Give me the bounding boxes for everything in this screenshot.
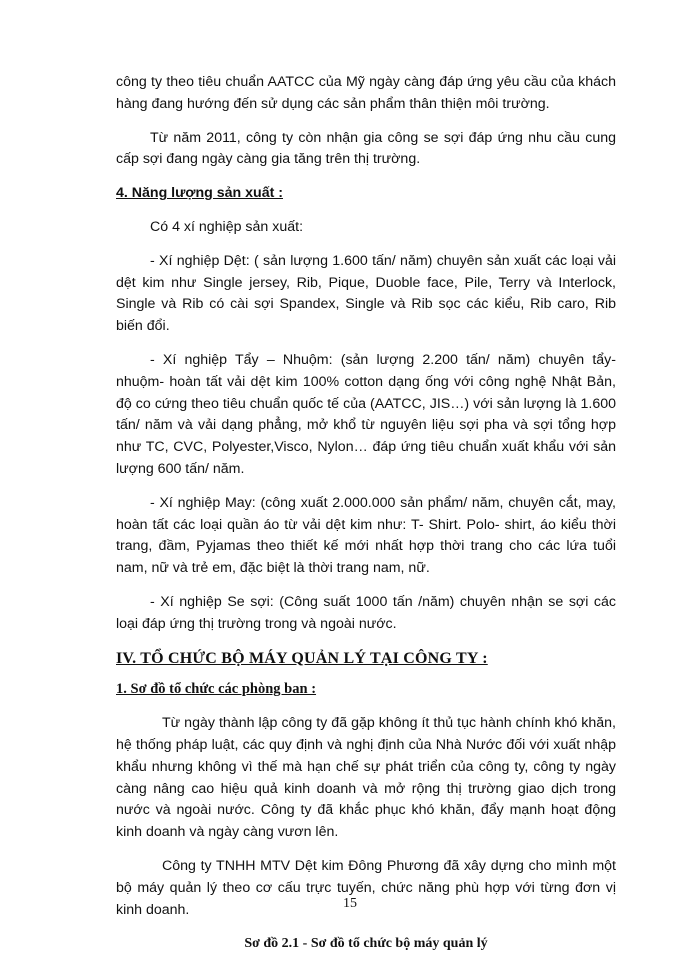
document-page (116, 72, 616, 955)
paragraph-intro-continuation: công ty theo tiêu chuẩn AATCC của Mỹ ngày càng đáp ứng yêu cầu của khách hàng đang hướng đến sử dụng các sản phẩm thân thiện môi trường. (116, 74, 616, 112)
section-4-heading: 4. Năng lượng sản xuất : (116, 185, 283, 202)
factory-may-paragraph: - Xí nghiệp May: (công xuất 2.000.000 sản phẩm/ năm, chuyên cắt, may, hoàn tất các loại quần áo từ vải dệt kim như: T- Shirt. Polo- shirt, áo kiểu thời trang, đầm, Pyjamas theo thiết kế mới nhất hợp thời trang cho các lứa tuổi nam, nữ và trẻ em, đặc biệt là thời trang nam, nữ. (116, 494, 616, 577)
figure-caption: Sơ đồ 2.1 - Sơ đồ tổ chức bộ máy quản lý (244, 936, 488, 952)
paragraph-org-structure: Công ty TNHH MTV Dệt kim Đông Phương đã xây dựng cho mình một bộ máy quản lý theo cơ cấu trực tuyến, chức năng phù hợp với từng đơn vị kinh doanh. (116, 857, 616, 918)
section-4-lead: Có 4 xí nghiệp sản xuất: (150, 218, 304, 235)
section-iv-1-heading: 1. Sơ đồ tổ chức các phòng ban : (116, 681, 317, 698)
page-number: 15 (343, 896, 357, 911)
factory-det-paragraph: - Xí nghiệp Dệt: ( sản lượng 1.600 tấn/ năm) chuyên sản xuất các loại vải dệt kim như Single jersey, Rib, Pique, Duoble face, Pile, Terry và Interlock, Single và Rib có cài sợi Spandex, Single và Rib sọc các kiểu, Rib caro, Rib biến đổi. (116, 252, 616, 335)
section-iv-heading: IV. TỔ CHỨC BỘ MÁY QUẢN LÝ TẠI CÔNG TY : (116, 649, 488, 667)
factory-se-soi-paragraph: - Xí nghiệp Se sợi: (Công suất 1000 tấn /năm) chuyên nhận se sợi các loại đáp ứng thị trường trong và ngoài nước. (116, 593, 616, 632)
paragraph-org-history: Từ ngày thành lập công ty đã gặp không ít thủ tục hành chính khó khăn, hệ thống pháp luật, các quy định và nghị định của Nhà Nước đối với xuất nhập khẩu nhưng không vì thế mà hạn chế sự phát triển của công ty, công ty ngày càng nâng cao hiệu quả kinh doanh và mở rộng thị trường giao dịch trong nước và ngoài nước. Công ty đã khắc phục khó khăn, đẩy mạnh hoạt động kinh doanh và ngày càng vươn lên. (116, 715, 616, 841)
paragraph-intro-2011: Từ năm 2011, công ty còn nhận gia công se sợi đáp ứng nhu cầu cung cấp sợi đang ngày càng gia tăng trên thị trường. (116, 129, 616, 168)
factory-tay-nhuom-paragraph: - Xí nghiệp Tẩy – Nhuộm: (sản lượng 2.200 tấn/ năm) chuyên tẩy- nhuộm- hoàn tất vải dệt kim 100% cotton dạng ống với công nghệ Nhật Bản, độ co cứng theo tiêu chuẩn quốc tế của (AATCC, JIS…) với sản lượng là 1.600 tấn/ năm và vải dạng phẳng, mở khổ từ nguyên liệu sợi pha và sợi tổng hợp như TC, CVC, Polyester,Visco, Nylon… đáp ứng tiêu chuẩn xuất khẩu với sản lượng 600 tấn/ năm. (116, 351, 616, 477)
